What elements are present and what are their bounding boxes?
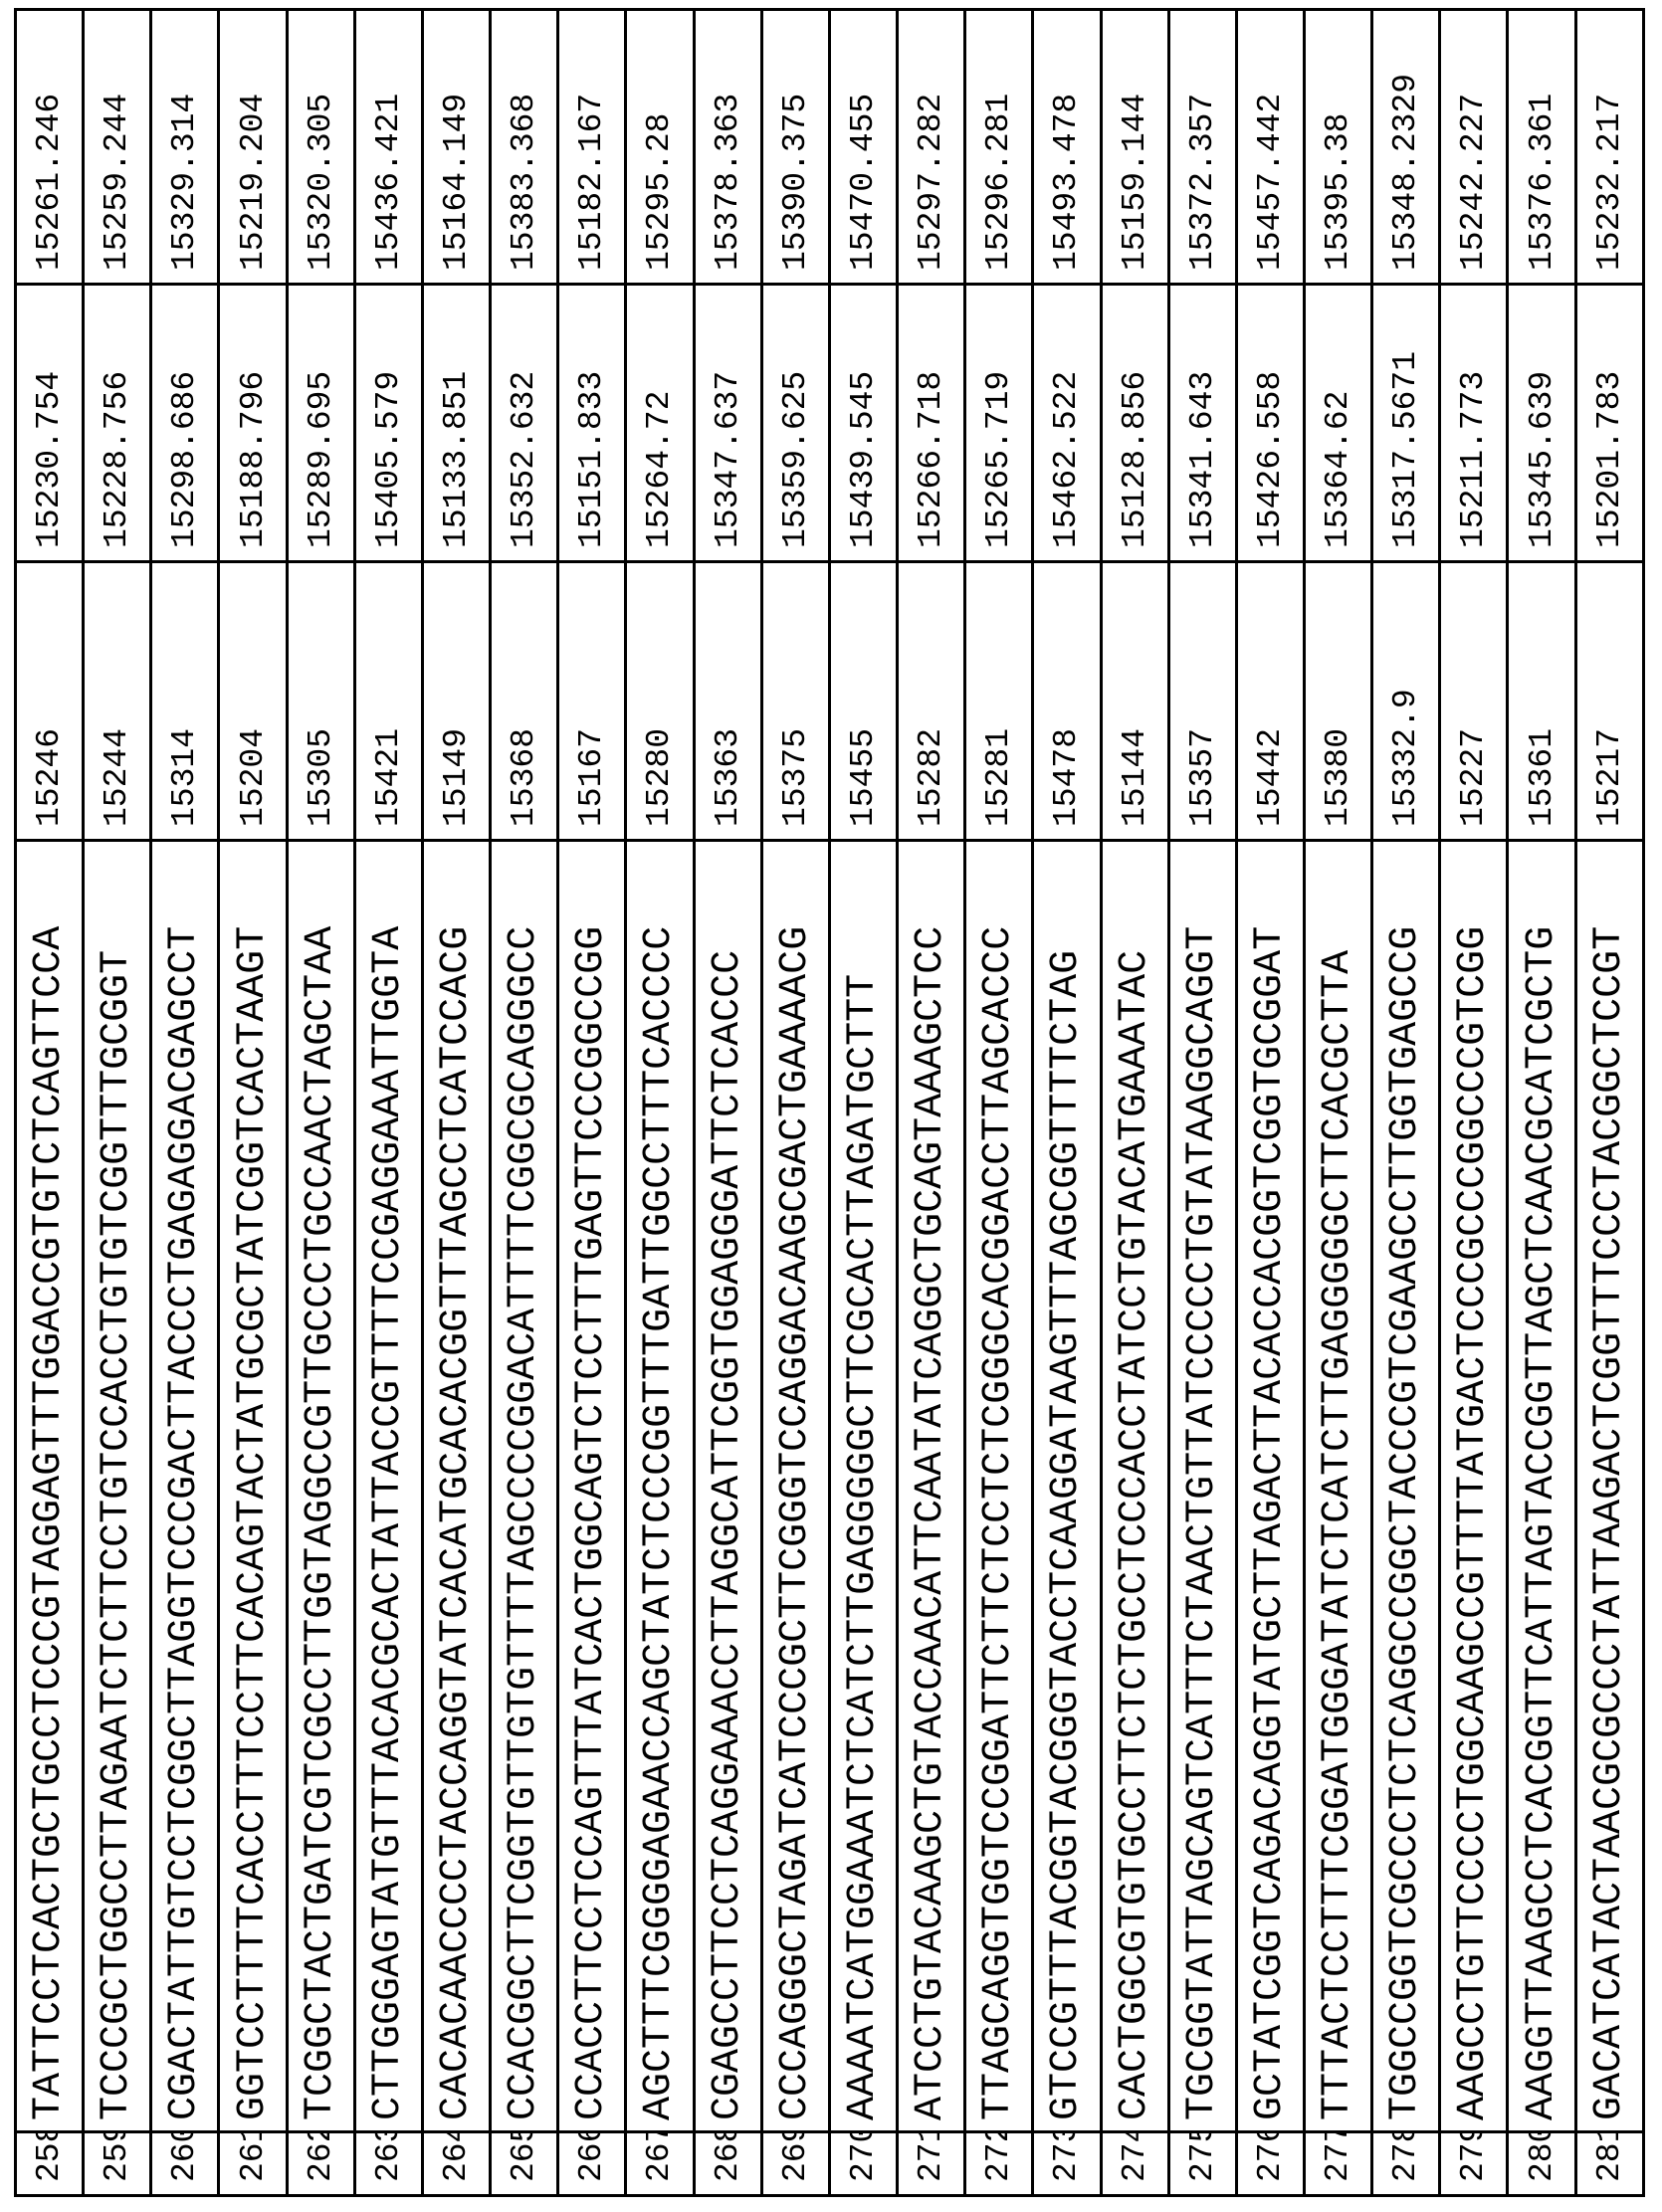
value-cell: 15149 — [422, 562, 490, 841]
sequence-cell: TGGCCGGTCGCCCTCTCAGGCCGGCTACCCGTCGAAGCCTTGGTGAGCCG — [1372, 841, 1440, 2132]
value-cell: 15244 — [84, 562, 151, 841]
table-row — [1304, 10, 1371, 2196]
lower-bound-cell: 15188.796 — [219, 285, 287, 562]
table-row — [761, 10, 829, 2196]
upper-bound-cell: 15219.204 — [219, 10, 287, 285]
value-cell: 15442 — [1236, 562, 1304, 841]
upper-bound-cell: 15329.314 — [151, 10, 219, 285]
upper-bound-cell: 15259.244 — [84, 10, 151, 285]
upper-bound-cell: 15159.144 — [1101, 10, 1168, 285]
sequence-cell: CCCAGGGCTAGATCATCCCGCTTCGGGTCCAGGACAAGCGACTGAAAACG — [761, 841, 829, 2132]
lower-bound-cell: 15201.783 — [1575, 285, 1643, 562]
upper-bound-cell: 15296.281 — [965, 10, 1033, 285]
seq-id-cell: 260 — [151, 2132, 219, 2196]
seq-id-cell: 276 — [1236, 2132, 1304, 2196]
value-cell: 15357 — [1168, 562, 1236, 841]
table-row — [287, 10, 354, 2196]
upper-bound-cell: 15348.2329 — [1372, 10, 1440, 285]
sequence-cell: TGCGGTATTAGCAGTCATTTCTAACTGTTATCCCCCTGTATAAGGCAGGT — [1168, 841, 1236, 2132]
upper-bound-cell: 15232.217 — [1575, 10, 1643, 285]
lower-bound-cell: 15347.637 — [694, 285, 761, 562]
value-cell: 15332.9 — [1372, 562, 1440, 841]
value-cell: 15375 — [761, 562, 829, 841]
value-cell: 15204 — [219, 562, 287, 841]
upper-bound-cell: 15470.455 — [829, 10, 897, 285]
value-cell: 15167 — [558, 562, 626, 841]
value-cell: 15144 — [1101, 562, 1168, 841]
lower-bound-cell: 15439.545 — [829, 285, 897, 562]
table-row — [1033, 10, 1101, 2196]
value-cell: 15478 — [1033, 562, 1101, 841]
sequence-cell: TTAGCAGGTGGTCCGGATTCTTCTCCTCTCGGGCACGGACCTTAGCACCC — [965, 841, 1033, 2132]
lower-bound-cell: 15341.643 — [1168, 285, 1236, 562]
seq-id-cell: 277 — [1304, 2132, 1371, 2196]
sequence-table — [14, 8, 1645, 2197]
lower-bound-cell: 15228.756 — [84, 285, 151, 562]
lower-bound-cell: 15264.72 — [626, 285, 694, 562]
value-cell: 15217 — [1575, 562, 1643, 841]
sequence-cell: GACATCATACTAACGCGCCCTATTAAGACTCGGTTTCCCTACGGCTCCGT — [1575, 841, 1643, 2132]
upper-bound-cell: 15457.442 — [1236, 10, 1304, 285]
sequence-cell: AAGGTTAAGCCTCACGGTTCATTAGTACCGGTTAGCTCAACGCATCGCTG — [1508, 841, 1575, 2132]
upper-bound-cell: 15395.38 — [1304, 10, 1371, 285]
upper-bound-cell: 15376.361 — [1508, 10, 1575, 285]
table-row — [898, 10, 965, 2196]
table-row — [16, 10, 84, 2196]
table-row — [626, 10, 694, 2196]
table-row — [491, 10, 558, 2196]
upper-bound-cell: 15390.375 — [761, 10, 829, 285]
table-row — [84, 10, 151, 2196]
value-cell: 15246 — [16, 562, 84, 841]
lower-bound-cell: 15317.5671 — [1372, 285, 1440, 562]
table-row — [1236, 10, 1304, 2196]
table-row — [219, 10, 287, 2196]
seq-id-cell: 262 — [287, 2132, 354, 2196]
lower-bound-cell: 15266.718 — [898, 285, 965, 562]
seq-id-cell: 265 — [491, 2132, 558, 2196]
value-cell: 15314 — [151, 562, 219, 841]
upper-bound-cell: 15493.478 — [1033, 10, 1101, 285]
value-cell: 15280 — [626, 562, 694, 841]
table-row — [1575, 10, 1643, 2196]
seq-id-cell: 259 — [84, 2132, 151, 2196]
value-cell: 15227 — [1440, 562, 1508, 841]
value-cell: 15368 — [491, 562, 558, 841]
lower-bound-cell: 15426.558 — [1236, 285, 1304, 562]
upper-bound-cell: 15261.246 — [16, 10, 84, 285]
sequence-cell: TCGGCTACTGATCGTCGCCTTGGTAGGCCGTTGCCCTGCCAACTAGCTAA — [287, 841, 354, 2132]
upper-bound-cell: 15297.282 — [898, 10, 965, 285]
upper-bound-cell: 15436.421 — [354, 10, 422, 285]
lower-bound-cell: 15405.579 — [354, 285, 422, 562]
seq-id-cell: 267 — [626, 2132, 694, 2196]
lower-bound-cell: 15128.856 — [1101, 285, 1168, 562]
table-row — [1101, 10, 1168, 2196]
lower-bound-cell: 15230.754 — [16, 285, 84, 562]
seq-id-cell: 281 — [1575, 2132, 1643, 2196]
sequence-cell: AAGCCTGTTCCCCTGGCAAGCCGTTTTATGACTCCCGCCCGGCCCGTCGG — [1440, 841, 1508, 2132]
seq-id-cell: 258 — [16, 2132, 84, 2196]
value-cell: 15363 — [694, 562, 761, 841]
sequence-cell: CTTGGGAGTATGTTTACACGCACTATTACCGTTTTCCGAGGAAATTGGTA — [354, 841, 422, 2132]
sequence-cell: AGCTTTCGGGGAGAACCAGCTATCTCCCGGTTTGATTGGCCTTTCACCCC — [626, 841, 694, 2132]
rotated-table-container — [14, 11, 1645, 2197]
seq-id-cell: 270 — [829, 2132, 897, 2196]
value-cell: 15455 — [829, 562, 897, 841]
sequence-cell: CACTGGCGTGTGCCTTCTCTGCCTCCCACCTATCCTGTACATGAAATAC — [1101, 841, 1168, 2132]
sequence-cell: TTTACTCCTTTCGGATGGGATATCTCATCTTGAGGGGGCTTCACGCTTA — [1304, 841, 1371, 2132]
lower-bound-cell: 15352.632 — [491, 285, 558, 562]
upper-bound-cell: 15378.363 — [694, 10, 761, 285]
seq-id-cell: 274 — [1101, 2132, 1168, 2196]
sequence-table-body — [16, 10, 1644, 2196]
table-row — [1508, 10, 1575, 2196]
value-cell: 15380 — [1304, 562, 1371, 841]
lower-bound-cell: 15345.639 — [1508, 285, 1575, 562]
upper-bound-cell: 15182.167 — [558, 10, 626, 285]
lower-bound-cell: 15151.833 — [558, 285, 626, 562]
lower-bound-cell: 15462.522 — [1033, 285, 1101, 562]
seq-id-cell: 275 — [1168, 2132, 1236, 2196]
upper-bound-cell: 15320.305 — [287, 10, 354, 285]
sequence-cell: ATCCTGTACAAGCTGTACCAACATTCAATATCAGGCTGCAGTAAAGCTCC — [898, 841, 965, 2132]
value-cell: 15305 — [287, 562, 354, 841]
table-row — [422, 10, 490, 2196]
upper-bound-cell: 15164.149 — [422, 10, 490, 285]
value-cell: 15421 — [354, 562, 422, 841]
upper-bound-cell: 15295.28 — [626, 10, 694, 285]
seq-id-cell: 266 — [558, 2132, 626, 2196]
seq-id-cell: 273 — [1033, 2132, 1101, 2196]
lower-bound-cell: 15298.686 — [151, 285, 219, 562]
table-row — [354, 10, 422, 2196]
sequence-cell: TCCCGCTGGCCTTAGAATCTCTTCCTGTCCACCTGTGTCGGTTTGCGGT — [84, 841, 151, 2132]
upper-bound-cell: 15383.368 — [491, 10, 558, 285]
value-cell: 15361 — [1508, 562, 1575, 841]
table-row — [1168, 10, 1236, 2196]
sequence-cell: CGAGCCTTCCTCAGGAAACCTTAGGCATTCGGTGGAGGGATTCTCACCC — [694, 841, 761, 2132]
lower-bound-cell: 15211.773 — [1440, 285, 1508, 562]
sequence-cell: CCACGGCTTCGGTGTTGTGTTTTAGCCCCGGACATTTTCGGCGCAGGGCC — [491, 841, 558, 2132]
table-row — [151, 10, 219, 2196]
seq-id-cell: 263 — [354, 2132, 422, 2196]
lower-bound-cell: 15364.62 — [1304, 285, 1371, 562]
table-row — [694, 10, 761, 2196]
table-row — [1372, 10, 1440, 2196]
sequence-cell: GGTCCTTTTCACCTTTCCTTCACAGTACTATGCGCTATCGGTCACTAAGT — [219, 841, 287, 2132]
seq-id-cell: 268 — [694, 2132, 761, 2196]
table-row — [965, 10, 1033, 2196]
sequence-cell: AAAATCATGGAAATCTCATCTTGAGGGGGCTTCGCACTTAGATGCTTT — [829, 841, 897, 2132]
value-cell: 15281 — [965, 562, 1033, 841]
lower-bound-cell: 15289.695 — [287, 285, 354, 562]
seq-id-cell: 261 — [219, 2132, 287, 2196]
upper-bound-cell: 15372.357 — [1168, 10, 1236, 285]
seq-id-cell: 271 — [898, 2132, 965, 2196]
value-cell: 15282 — [898, 562, 965, 841]
rotated-table-frame — [14, 11, 1645, 2197]
seq-id-cell: 272 — [965, 2132, 1033, 2196]
lower-bound-cell: 15133.851 — [422, 285, 490, 562]
seq-id-cell: 264 — [422, 2132, 490, 2196]
lower-bound-cell: 15265.719 — [965, 285, 1033, 562]
seq-id-cell: 269 — [761, 2132, 829, 2196]
table-row — [1440, 10, 1508, 2196]
seq-id-cell: 280 — [1508, 2132, 1575, 2196]
sequence-cell: TATTCCTCACTGCTGCCTCCCGTAGGAGTTTGGACCGTGTCTCAGTTCCA — [16, 841, 84, 2132]
sequence-cell: GCTATCGGTCAGACAGGTATGCTTAGACTTACACCACGGTCGGTGCGGAT — [1236, 841, 1304, 2132]
upper-bound-cell: 15242.227 — [1440, 10, 1508, 285]
sequence-cell: CGACTATTGTCCTCGGCTTAGGTCCCGACTTACCCTGAGAGGACGAGCCT — [151, 841, 219, 2132]
sequence-cell: CACACAACCCCTACCAGGTATCACATGCACACGGTTTAGCCTCATCCACG — [422, 841, 490, 2132]
table-row — [558, 10, 626, 2196]
table-row — [829, 10, 897, 2196]
sequence-cell: GTCCGTTTACGGTACGGGTACCTCAAGGATAAGTTTAGCGGTTTTCTAG — [1033, 841, 1101, 2132]
lower-bound-cell: 15359.625 — [761, 285, 829, 562]
seq-id-cell: 278 — [1372, 2132, 1440, 2196]
sequence-cell: CCACCTTCCTCCAGTTTATCACTGGCAGTCTCCTTTGAGTTCCCGGCCGG — [558, 841, 626, 2132]
seq-id-cell: 279 — [1440, 2132, 1508, 2196]
